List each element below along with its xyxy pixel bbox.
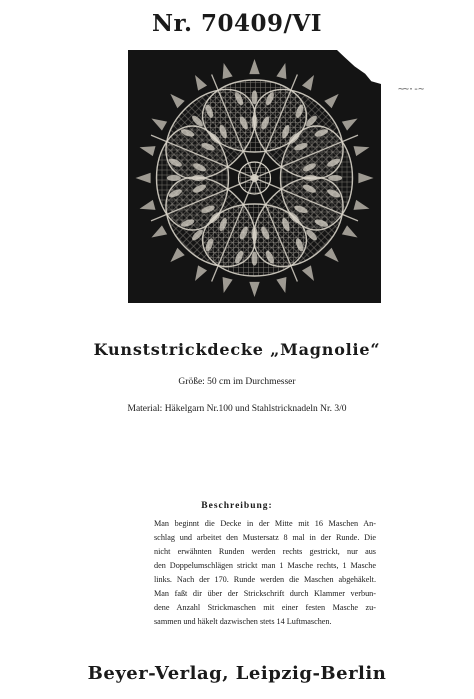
doily-rim-spike: [140, 146, 156, 156]
publisher-name: Beyer-Verlag, Leipzig-Berlin: [87, 663, 387, 684]
doily-rim-spike: [353, 146, 369, 156]
doily-rim-spike: [302, 75, 314, 91]
doily-rim-spike: [353, 200, 369, 210]
description-line: schlag und arbeitet den Mustersatz 8 mal in der Runde. Die: [154, 533, 376, 542]
doily-leaf: [252, 227, 258, 241]
description-line: den Doppelumschlägen strickt man 1 Masche rechts, 1 Masche: [154, 561, 376, 570]
size-line: Größe: 50 cm im Durchmesser: [178, 377, 296, 387]
doily-rim-spike: [195, 265, 207, 281]
description-heading: Beschreibung:: [201, 501, 273, 511]
description-line: nicht erwähnten Runden werden rechts gestrickt, nur aus: [154, 547, 376, 556]
doily-rim-spike: [151, 119, 167, 131]
doily-leaf: [167, 175, 181, 181]
doily-rim-spike: [302, 265, 314, 281]
doily-rim-spike: [324, 94, 338, 108]
description-line: Man beginnt die Decke in der Mitte mit 16 Maschen An-: [154, 519, 376, 528]
doily-rim-spike: [276, 277, 286, 293]
doily-rim-spike: [195, 75, 207, 91]
doily-leaf: [252, 252, 258, 266]
doily-rim-spike: [342, 119, 358, 131]
doily-rim-spike: [170, 248, 184, 262]
doily-rim-spike: [249, 282, 259, 297]
doily-leaf: [252, 115, 258, 129]
doily-rim-spike: [358, 173, 373, 183]
product-title: Kunststrickdecke „Magnolie“: [93, 340, 381, 359]
doily-rim-spike: [151, 225, 167, 237]
margin-mark: ~~·-~: [398, 84, 424, 95]
doily-illustration: [128, 50, 381, 303]
doily-rim-spike: [170, 94, 184, 108]
doily-rim-spike: [140, 200, 156, 210]
doily-rim-spike: [324, 248, 338, 262]
doily-rim-spike: [249, 59, 259, 74]
description-line: Man faßt dir über der Strickschrift durch Klammer verbun-: [154, 589, 376, 598]
pattern-number: Nr. 70409/VI: [151, 10, 323, 37]
doily-leaf: [252, 90, 258, 104]
doily-center-dot: [251, 174, 259, 182]
doily-photo: [128, 50, 381, 303]
description-line: dene Anzahl Strickmaschen mit einer festen Masche zu-: [154, 603, 376, 612]
doily-rim-spike: [136, 173, 151, 183]
doily-rim-spike: [342, 225, 358, 237]
description-line: links. Nach der 170. Runde werden die Maschen abgehäkelt.: [154, 575, 376, 584]
description-line: sammen und häkelt dazwischen stets 14 Luftmaschen.: [154, 617, 332, 626]
doily-rim-spike: [276, 63, 286, 79]
doily-rim-spike: [223, 63, 233, 79]
doily-leaf: [192, 175, 206, 181]
material-line: Material: Häkelgarn Nr.100 und Stahlstricknadeln Nr. 3/0: [127, 404, 347, 414]
description-body: [154, 517, 376, 629]
doily-leaf: [328, 175, 342, 181]
doily-leaf: [304, 175, 318, 181]
doily-rim-spike: [223, 277, 233, 293]
